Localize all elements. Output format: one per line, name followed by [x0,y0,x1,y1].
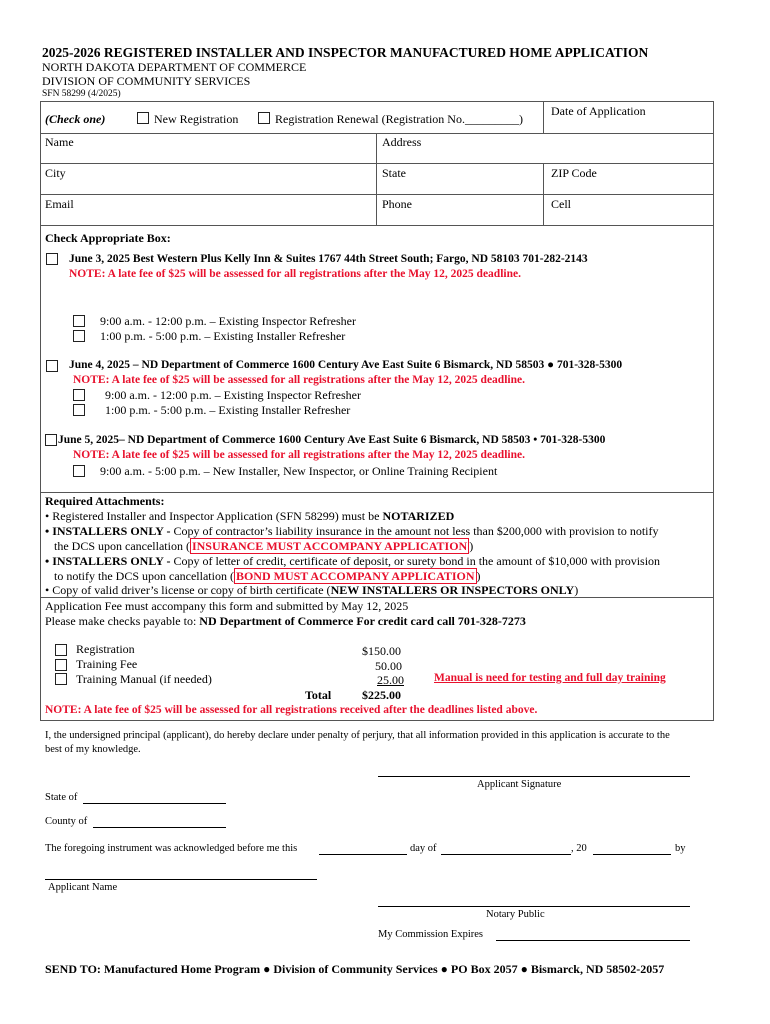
session-june3-note: NOTE: A late fee of $25 will be assessed for all registrations after the May 12, 2025 deadline. [69,268,521,280]
day-of-label: day of [410,843,437,854]
county-of-label: County of [45,816,88,827]
applicant-name-label: Applicant Name [48,882,118,893]
divider [40,133,714,134]
by-label: by [675,843,686,854]
divider [543,101,544,133]
divider [40,163,714,164]
registration-fee-checkbox[interactable] [55,644,67,656]
notary-public-label: Notary Public [486,909,545,920]
attachment-bond-line2 [54,569,481,584]
applicant-name-line[interactable] [45,879,317,880]
department-name: NORTH DAKOTA DEPARTMENT OF COMMERCE [42,60,307,74]
attachment-insurance-line2 [54,539,473,554]
name-field[interactable]: Name [45,135,74,149]
renewal-checkbox[interactable] [258,112,270,124]
june4-inspector-checkbox[interactable] [73,389,85,401]
paren-close: ) [574,583,579,597]
divider [40,225,714,226]
notarized-emphasis: NOTARIZED [382,509,455,523]
acknowledged-label: The foregoing instrument was acknowledged before me this [45,843,298,854]
county-of-line[interactable] [93,827,226,828]
attachment-insurance-text: Copy of contractor’s liability insurance in the amount not less than $200,000 with provision to notify [173,524,659,538]
state-of-line[interactable] [83,803,226,804]
june4-installer-label: 1:00 p.m. - 5:00 p.m. – Existing Installer Refresher [105,403,351,417]
late-fee-note: NOTE: A late fee of $25 will be assessed for all registrations received after the deadlines listed above. [45,704,538,716]
insurance-cancellation-text: the DCS upon cancellation ( [54,539,190,553]
attachment-license [45,583,578,598]
commission-expires-label: My Commission Expires [378,929,484,940]
training-manual-checkbox[interactable] [55,673,67,685]
installers-only-label: • INSTALLERS ONLY - [45,524,174,538]
ack-day-line[interactable] [319,854,407,855]
june4-installer-checkbox[interactable] [73,404,85,416]
applicant-signature-label: Applicant Signature [477,779,562,790]
bond-must-accompany: BOND MUST ACCOMPANY APPLICATION [235,569,475,583]
session-june3-title: June 3, 2025 Best Western Plus Kelly Inn & Suites 1767 44th Street South; Fargo, ND 58103 701-282-2143 [69,253,588,265]
declaration-line1: I, the undersigned principal (applicant), do hereby declare under penalty of perjury, that all information provided in this application is accurate to the [45,730,670,741]
division-name: DIVISION OF COMMUNITY SERVICES [42,74,251,88]
payable-to-text: Please make checks payable to: [45,614,200,628]
payable-to-name: ND Department of Commerce For credit card call 701-328-7273 [199,614,526,628]
attachment-bond [45,554,660,569]
date-of-application-field[interactable]: Date of Application [551,104,646,118]
session-june4-note: NOTE: A late fee of $25 will be assessed for all registrations after the May 12, 2025 deadline. [73,374,525,386]
session-june5-checkbox[interactable] [45,434,57,446]
zip-code-field[interactable]: ZIP Code [551,166,597,180]
commission-expires-line[interactable] [496,940,690,941]
form-title: 2025-2026 REGISTERED INSTALLER AND INSPECTOR MANUFACTURED HOME APPLICATION [42,45,649,60]
attachment-license-text: • Copy of valid driver’s license or copy of birth certificate ( [45,583,331,597]
send-to-address: SEND TO: Manufactured Home Program ● Division of Community Services ● PO Box 2057 ● Bismarck, ND 58502-2057 [45,962,665,976]
june3-inspector-label: 9:00 a.m. - 12:00 p.m. – Existing Inspector Refresher [100,314,356,328]
attachment-notarized [45,509,454,524]
divider [376,133,377,225]
form-number: SFN 58299 (4/2025) [42,89,121,99]
june4-inspector-label: 9:00 a.m. - 12:00 p.m. – Existing Inspector Refresher [105,388,361,402]
total-label: Total [305,688,332,702]
june5-new-training-checkbox[interactable] [73,465,85,477]
fee-deadline-text: Application Fee must accompany this form and submitted by May 12, 2025 [45,599,409,613]
attachment-notarized-text: • Registered Installer and Inspector Application (SFN 58299) must be [45,509,383,523]
session-june4-checkbox[interactable] [46,360,58,372]
session-june3-checkbox[interactable] [46,253,58,265]
cell-field[interactable]: Cell [551,197,571,211]
divider [40,492,714,493]
notary-signature-line[interactable] [378,906,690,907]
installers-only-label: • INSTALLERS ONLY - [45,554,174,568]
session-june4-title: June 4, 2025 – ND Department of Commerce 1600 Century Ave East Suite 6 Bismarck, ND 58503 ● 701-328-5300 [69,359,623,371]
attachment-insurance [45,524,659,539]
registration-fee-amount: $150.00 [362,644,401,658]
training-fee-label: Training Fee [76,657,138,671]
bond-cancellation-text: to notify the DCS upon cancellation ( [54,569,234,583]
total-amount: $225.00 [362,688,401,702]
sessions-heading: Check Appropriate Box: [45,231,171,245]
attachments-heading: Required Attachments: [45,494,165,508]
paren-close: ) [476,569,481,583]
session-june5-note: NOTE: A late fee of $25 will be assessed for all registrations after the May 12, 2025 deadline. [73,449,525,461]
state-of-label: State of [45,792,78,803]
june5-new-training-label: 9:00 a.m. - 5:00 p.m. – New Installer, New Inspector, or Online Training Recipient [100,464,498,478]
manual-note: Manual is need for testing and full day training [434,672,666,684]
june3-inspector-checkbox[interactable] [73,315,85,327]
divider [40,194,714,195]
payable-to-line [45,614,526,629]
declaration-line2: best of my knowledge. [45,744,141,755]
june3-installer-label: 1:00 p.m. - 5:00 p.m. – Existing Installer Refresher [100,329,346,343]
training-fee-amount: 50.00 [375,659,402,673]
address-field[interactable]: Address [382,135,422,149]
renewal-label: Registration Renewal (Registration No._________) [275,112,523,126]
state-field[interactable]: State [382,166,406,180]
city-field[interactable]: City [45,166,66,180]
attachment-bond-text: Copy of letter of credit, certificate of deposit, or surety bond in the amount of $10,000 with provision [173,554,661,568]
training-manual-label: Training Manual (if needed) [76,672,212,686]
insurance-must-accompany: INSURANCE MUST ACCOMPANY APPLICATION [191,539,468,553]
new-registration-checkbox[interactable] [137,112,149,124]
new-registration-label: New Registration [154,112,239,126]
check-one-label: (Check one) [45,112,106,126]
session-june5-title: June 5, 2025– ND Department of Commerce 1600 Century Ave East Suite 6 Bismarck, ND 58503 • 701-328-5300 [58,434,606,446]
email-field[interactable]: Email [45,197,74,211]
applicant-signature-line[interactable] [378,776,690,777]
registration-fee-label: Registration [76,642,135,656]
training-fee-checkbox[interactable] [55,659,67,671]
divider [543,163,544,225]
year-prefix-label: , 20 [571,843,587,854]
ack-year-line[interactable] [593,854,671,855]
paren-close: ) [469,539,474,553]
ack-month-line[interactable] [441,854,571,855]
training-manual-amount: 25.00 [377,673,404,687]
new-installers-only: NEW INSTALLERS OR INSPECTORS ONLY [330,583,575,597]
phone-field[interactable]: Phone [382,197,412,211]
june3-installer-checkbox[interactable] [73,330,85,342]
